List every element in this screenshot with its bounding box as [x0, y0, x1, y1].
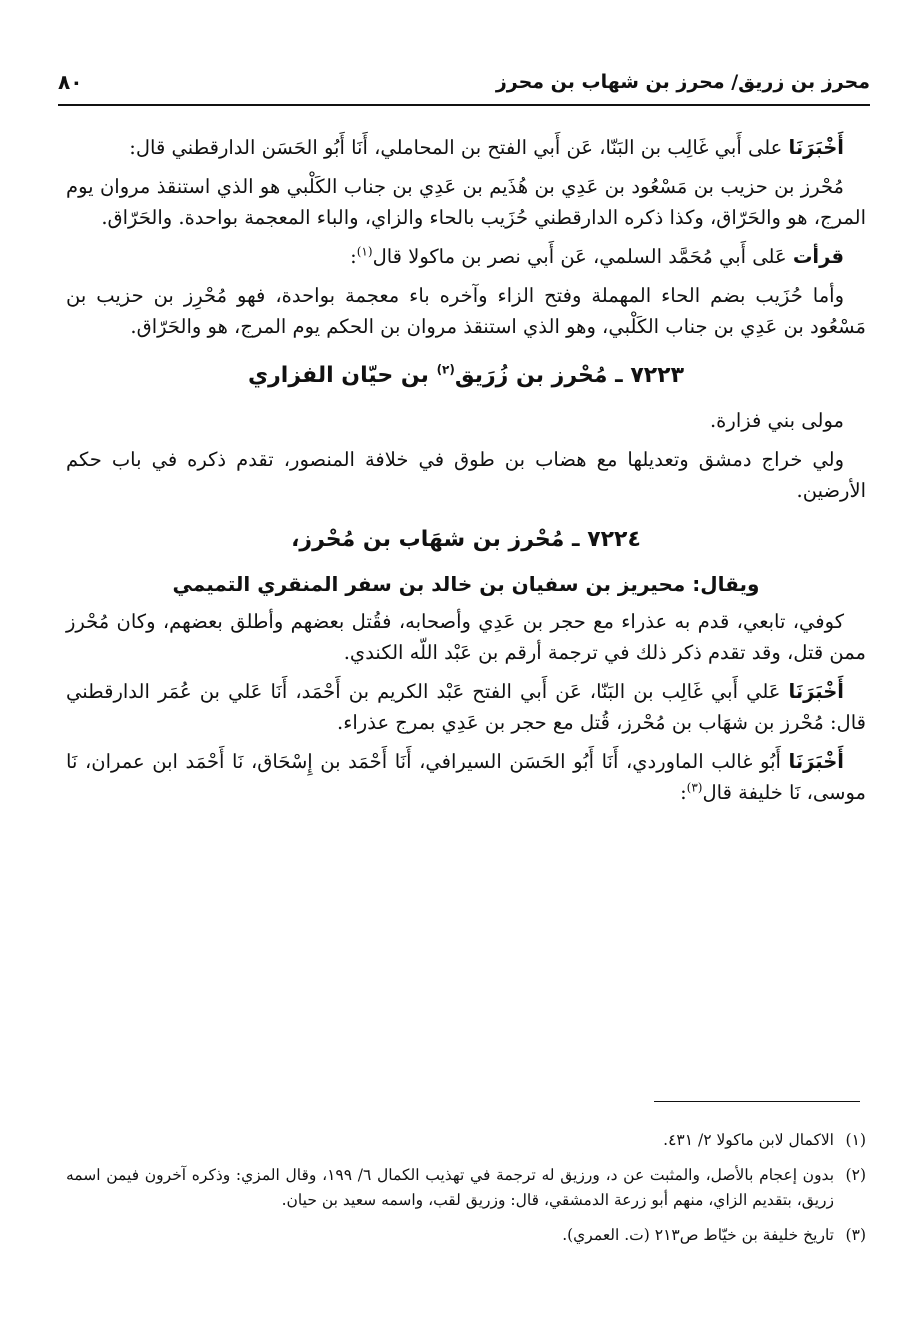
footnote-ref: (١)	[356, 244, 373, 259]
page-number: ٨٠	[58, 70, 83, 94]
paragraph-text: مولى بني فزارة.	[709, 409, 844, 432]
paragraph	[66, 405, 866, 436]
lead-word: أَخْبَرَنَا	[788, 750, 844, 773]
lead-word: أَخْبَرَنَا	[788, 136, 844, 159]
footnote-number: (١)	[845, 1131, 866, 1149]
alternate-name: ويقال: محيريز بن سفيان بن خالد بن سفر المنقري التميمي	[172, 572, 760, 596]
footnote-text: الاكمال لابن ماكولا ٢/ ٤٣١.	[663, 1131, 834, 1149]
footnote-ref: (٢)	[436, 362, 455, 377]
paragraph-text: أَبُو غالب الماوردي، أَنَا أَبُو الحَسَن السيرافي، أَنَا أَحْمَد بن إِسْحَاق، نَا أَحْمَد ابن عمران، نَا موسى، نَا خليفة قال	[66, 750, 866, 804]
paragraph	[66, 280, 866, 342]
running-title: محرز بن زريق/ محرز بن شهاب بن محرز	[495, 71, 870, 93]
paragraph-text: :	[680, 781, 687, 804]
footnote-text: تاريخ خليفة بن خيّاط ص٢١٣ (ت. العمري).	[562, 1226, 834, 1244]
footnote	[66, 1128, 866, 1153]
paragraph-text: :	[350, 245, 357, 268]
lead-word: قرأت	[792, 245, 844, 268]
paragraph	[66, 444, 866, 506]
footnote-rule	[654, 1101, 860, 1102]
paragraph-text: ولي خراج دمشق وتعديلها مع هضاب بن طوق في خلافة المنصور، تقدم ذكره في باب حكم الأرضين.	[66, 448, 866, 502]
paragraph	[66, 606, 866, 668]
lead-word: أَخْبَرَنَا	[788, 680, 844, 703]
footnote-number: (٣)	[845, 1226, 866, 1244]
paragraph	[66, 171, 866, 233]
paragraph-text: عَلي أَبي غَالِب بن البَنّا، عَن أَبي الفتح عَبْد الكريم بن أَحْمَد، أَنَا عَلي بن عُمَر الدارقطني قال: مُحْرز بن شهَاب بن مُحْرز، قُتل مع حجر بن عَدِي بمرج عذراء.	[66, 680, 866, 734]
entry-heading-7224: ٧٢٢٤ ـ مُحْرز بن شهَاب بن مُحْرز،	[291, 527, 641, 552]
paragraph-text: كوفي، تابعي، قدم به عذراء مع حجر بن عَدِي وأصحابه، فقُتل بعضهم وأطلق بعضهم، وكان مُحْرز ممن قتل، وقد تقدم ذكر ذلك في ترجمة أرقم بن عَبْد اللّه الكندي.	[66, 610, 866, 664]
main-text	[66, 132, 866, 816]
paragraph	[66, 676, 866, 738]
entry-heading-text: بن حيّان الفزاري	[247, 363, 437, 388]
paragraph	[66, 746, 866, 808]
footnotes	[66, 1128, 866, 1258]
entry-heading-7223	[66, 360, 866, 391]
footnote-text: بدون إعجام بالأصل، والمثبت عن د، ورزيق له ترجمة في تهذيب الكمال ٦/ ١٩٩، وقال المزي: وذكره آخرون فيمن اسمه زريق، بتقديم الزاي، منهم أبو زرعة الدمشقي، قال: وزريق لقب، واسمه سعيد بن حيان.	[66, 1166, 835, 1209]
footnote-number: (٢)	[845, 1166, 866, 1184]
paragraph-text: على أَبي غَالِب بن البَنّا، عَن أَبي الفتح بن المحاملي، أَنَا أَبُو الحَسَن الدارقطني قال:	[129, 136, 789, 159]
paragraph-text: مُحْرز بن حزيب بن مَسْعُود بن عَدِي بن هُذَيم بن عَدِي بن جناب الكَلْبي هو الذي استنقذ مروان يوم المرج، هو والحَرّاق، وكذا ذكره الدارقطني حُزَيب بالحاء والزاي، والباء المعجمة بواحدة. والحَرّاق.	[66, 175, 866, 229]
footnote-ref: (٣)	[686, 780, 703, 795]
paragraph-text: وأما حُزَيب بضم الحاء المهملة وفتح الزاء وآخره باء معجمة بواحدة، فهو مُحْرِز بن حزيب بن مَسْعُود بن عَدِي بن جناب الكَلْبي، وهو الذي استنقذ مروان بن الحكم يوم المرج، هو والحَرّاق.	[66, 284, 866, 338]
paragraph-text: عَلى أَبي مُحَمَّد السلمي، عَن أَبي نصر بن ماكولا قال	[372, 245, 793, 268]
paragraph	[66, 132, 866, 163]
entry-heading-text: ٧٢٢٣ ـ مُحْرز بن زُرَيق	[454, 363, 685, 388]
paragraph	[66, 241, 866, 272]
page-header	[58, 62, 870, 102]
footnote	[66, 1163, 866, 1213]
header-rule	[58, 104, 870, 106]
footnote	[66, 1223, 866, 1248]
